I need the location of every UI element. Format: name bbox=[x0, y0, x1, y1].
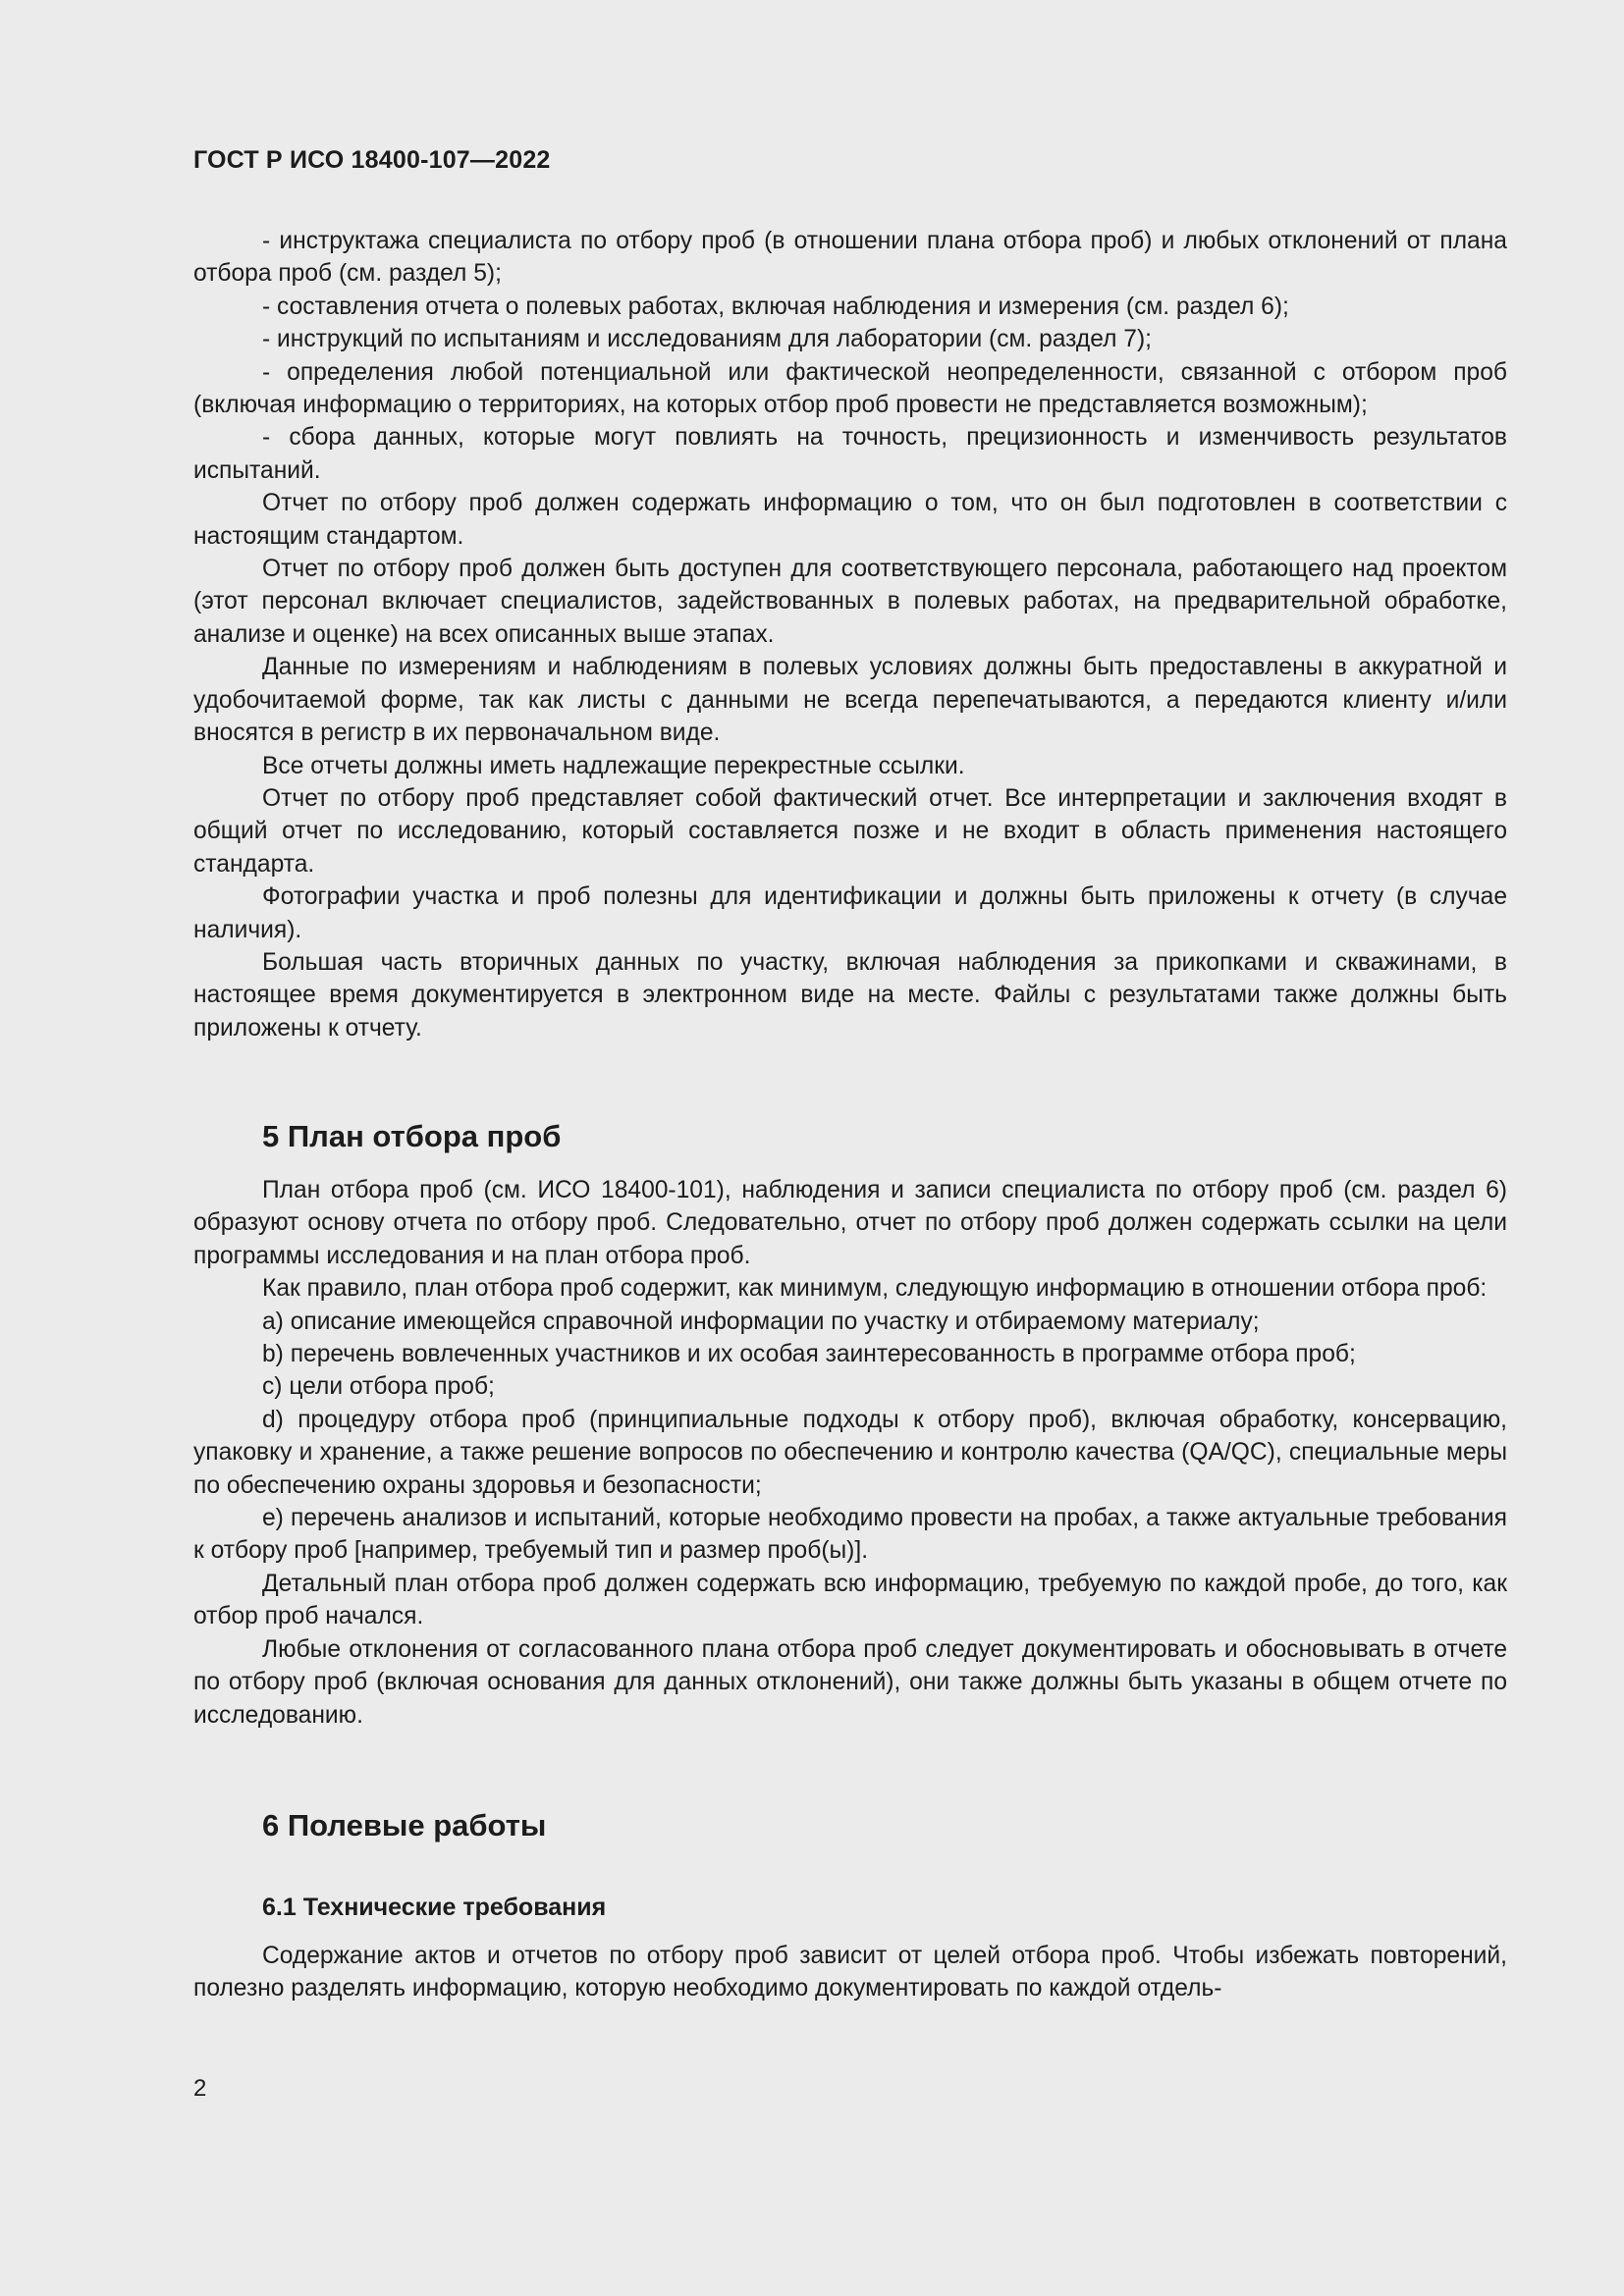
list-item: - составления отчета о полевых работах, включая наблюдения и измерения (см. раздел 6); bbox=[262, 293, 1289, 320]
list-item: b) перечень вовлеченных участников и их особая заинтересованность в программе отбора проб; bbox=[262, 1341, 1356, 1368]
paragraph: Отчет по отбору проб должен содержать информацию о том, что он был подготовлен в соответствии с настоящим стандартом. bbox=[193, 490, 1507, 550]
paragraph: Большая часть вторичных данных по участку, включая наблюдения за прикопками и скважинами, в настоящее время документируется в электронном виде на месте. Файлы с результатами также должны быть приложены к отчету. bbox=[193, 948, 1507, 1041]
paragraph: Данные по измерениям и наблюдениям в полевых условиях должны быть предоставлены в аккуратной и удобочитаемой форме, так как листы с данными не всегда перепечатываются, а передаются клиенту и/или вносятся в регистр в их первоначальном виде. bbox=[193, 654, 1507, 747]
paragraph: Детальный план отбора проб должен содержать всю информацию, требуемую по каждой пробе, до того, как отбор проб начался. bbox=[193, 1570, 1507, 1630]
paragraph: Любые отклонения от согласованного плана отбора проб следует документировать и обосновывать в отчете по отбору проб (включая основания для данных отклонений), они также должны быть указаны в общем отчете по исследованию. bbox=[193, 1635, 1507, 1729]
subsection-6-1-heading: 6.1 Технические требования bbox=[262, 1894, 607, 1921]
list-item: - сбора данных, которые могут повлиять на точность, прецизионность и изменчивость результатов испытаний. bbox=[193, 424, 1507, 484]
section-6-text-block bbox=[193, 1940, 1507, 2005]
paragraph: Все отчеты должны иметь надлежащие перекрестные ссылки. bbox=[262, 752, 965, 779]
list-item: d) процедуру отбора проб (принципиальные подходы к отбору проб), включая обработку, консервацию, упаковку и хранение, а также решение вопросов по обеспечению и контролю качества (QA/QC), специальные меры по обеспечению охраны здоровья и безопасности; bbox=[193, 1406, 1507, 1499]
page-number: 2 bbox=[193, 2075, 207, 2102]
list-item: - инструкций по испытаниям и исследованиям для лаборатории (см. раздел 7); bbox=[262, 326, 1153, 353]
list-item: e) перечень анализов и испытаний, которые необходимо провести на пробах, а также актуальные требования к отбору проб [например, требуемый тип и размер проб(ы)]. bbox=[193, 1505, 1507, 1565]
paragraph: План отбора проб (см. ИСО 18400-101), наблюдения и записи специалиста по отбору проб (см. раздел 6) образуют основу отчета по отбору проб. Следовательно, отчет по отбору проб должен содержать ссылки на цели программы исследования и на план отбора проб. bbox=[193, 1177, 1507, 1269]
paragraph: Как правило, план отбора проб содержит, как минимум, следующую информацию в отношении отбора проб: bbox=[262, 1275, 1488, 1303]
section-5-heading: 5 План отбора проб bbox=[262, 1119, 562, 1153]
paragraph: Отчет по отбору проб представляет собой фактический отчет. Все интерпретации и заключения входят в общий отчет по исследованию, который составляется позже и не входит в область применения настоящего стандарта. bbox=[193, 784, 1507, 878]
paragraph: Содержание актов и отчетов по отбору проб зависит от целей отбора проб. Чтобы избежать повторений, полезно разделять информацию, которую необходимо документировать по каждой отдель- bbox=[193, 1943, 1507, 2002]
paragraph: Фотографии участка и проб полезны для идентификации и должны быть приложены к отчету (в случае наличия). bbox=[193, 883, 1507, 943]
intro-text-block bbox=[193, 225, 1507, 1044]
list-item: - инструктажа специалиста по отбору проб (в отношении плана отбора проб) и любых отклонений от плана отбора проб (см. раздел 5); bbox=[193, 228, 1507, 288]
section-5-text-block bbox=[193, 1174, 1507, 1732]
section-6-heading: 6 Полевые работы bbox=[262, 1808, 547, 1842]
list-item: - определения любой потенциальной или фактической неопределенности, связанной с отбором проб (включая информацию о территориях, на которых отбор проб провести не представляется возможным); bbox=[193, 358, 1507, 419]
list-item: c) цели отбора проб; bbox=[262, 1373, 495, 1401]
list-item: a) описание имеющейся справочной информации по участку и отбираемому материалу; bbox=[262, 1308, 1260, 1335]
paragraph: Отчет по отбору проб должен быть доступен для соответствующего персонала, работающего над проектом (этот персонал включает специалистов, задействованных в полевых работах, на предварительной обработке, анализе и оценке) на всех описанных выше этапах. bbox=[193, 556, 1507, 648]
document-id-header: ГОСТ Р ИСО 18400-107—2022 bbox=[193, 146, 551, 174]
